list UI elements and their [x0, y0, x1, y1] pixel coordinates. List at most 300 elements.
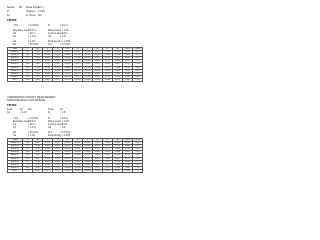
table-cell: 0.2729	[103, 163, 113, 166]
table-cell: Bottom 3.3	[8, 69, 23, 72]
column-header: Z	[23, 139, 33, 142]
table-cell: 0.1188	[53, 69, 63, 72]
table-cell: 0.213	[133, 151, 143, 154]
block1-hdr2-label: Fr	[7, 10, 10, 13]
table-cell: 0.508	[33, 72, 43, 75]
table-cell: 0.0200	[93, 169, 103, 172]
column-header: M	[103, 139, 113, 142]
table-cell: 0.2550	[123, 160, 133, 163]
table-cell: 0.00574	[64, 78, 71, 81]
table-cell: 0.4513	[43, 142, 53, 145]
table-cell: 0.5990	[43, 163, 53, 166]
table-cell: 0.0000	[113, 142, 123, 145]
block1-title: TRUSS	[7, 18, 17, 22]
block2-hdr3-item: Fs	[20, 108, 23, 111]
table-cell: 0.0175	[93, 145, 103, 148]
table-cell: 0.1133	[53, 63, 63, 66]
table-cell: 0.02458	[84, 51, 91, 54]
table-cell: 0.0252	[113, 57, 123, 60]
table-cell: 0.0144	[93, 78, 103, 81]
table-cell: 0.00544	[64, 75, 71, 78]
table-cell: 0.0496	[123, 54, 133, 57]
table-cell: 0.035	[133, 145, 143, 148]
table-cell: 0.5779	[43, 69, 53, 72]
table-cell: 0.02739	[84, 69, 91, 72]
table-cell: 0.610	[33, 145, 43, 148]
param-value: = 0.4	[62, 123, 68, 126]
table-cell: 0.02547	[84, 57, 91, 60]
table-cell: 0.1586	[113, 166, 123, 169]
table-cell: 0.610	[33, 160, 43, 163]
table-cell: 0.0000	[103, 51, 113, 54]
table-row	[8, 169, 143, 172]
table-cell: Bottom 4.3	[8, 54, 23, 57]
block2-hdr3-item: Input	[7, 108, 13, 111]
table-cell: 0.1150	[113, 160, 123, 163]
table-cell: Bottom 3.1	[8, 72, 23, 75]
block2-title: TRUSS	[7, 103, 17, 107]
param-label: Fluid density	[48, 134, 62, 137]
column-header: Fd	[63, 48, 73, 51]
table-cell: 0.03182	[74, 154, 81, 157]
table-cell: 0.03150	[74, 151, 81, 154]
column-header: u	[43, 48, 53, 51]
table-cell: 0.5357	[43, 154, 53, 157]
param-label: Fluid density	[48, 40, 62, 43]
table-cell: 0.388	[133, 66, 143, 69]
table-cell: 0.00341	[64, 51, 71, 54]
table-cell: 0.00	[23, 51, 33, 54]
table-cell: 0.1188	[53, 160, 63, 163]
table-cell: 0.742	[133, 72, 143, 75]
param-label: Cs	[13, 35, 16, 38]
table-cell: 2.00	[23, 148, 33, 151]
block2-hdr4-value: = 1.13	[20, 111, 27, 114]
table-cell: Bottom 3.9	[8, 151, 23, 154]
param-value: = 20 m	[28, 32, 36, 35]
table-cell: 0.0716	[103, 148, 113, 151]
table-cell: 0.03641	[84, 151, 91, 154]
table-cell: 8.00	[23, 75, 33, 78]
table-cell: 0.00521	[64, 154, 71, 157]
table-cell: 0.000	[133, 142, 143, 145]
column-header: u	[43, 139, 53, 142]
table-cell: 0.03832	[84, 160, 91, 163]
table-cell: 0.03703	[84, 154, 91, 157]
table-cell: 0.610	[33, 151, 43, 154]
param-value: = 1.025	[62, 134, 71, 137]
table-cell: 0.1161	[53, 157, 63, 160]
table-cell: 0.4935	[43, 148, 53, 151]
table-cell: 0.02275	[74, 72, 81, 75]
table-cell: 0.0124	[93, 54, 103, 57]
table-cell: 1.00	[23, 145, 33, 148]
param-label: Ca	[13, 134, 17, 137]
table-cell: 0.03085	[74, 145, 81, 148]
table-cell: 0.0131	[93, 63, 103, 66]
table-cell: Bottom 4.5	[8, 51, 23, 54]
table-cell: 0.03898	[84, 163, 91, 166]
table-cell: 0.04034	[84, 169, 91, 172]
table-cell: 0.02320	[74, 78, 81, 81]
table-cell: 0.610	[33, 166, 43, 169]
block2-header-line1: UNDERWATER CAPACITY MEASUREMENT	[7, 96, 56, 99]
table-cell: 0.3631	[103, 169, 113, 172]
table-cell: 0.02140	[74, 54, 81, 57]
table-cell: 0.359	[133, 154, 143, 157]
table-cell: 0.1056	[123, 148, 133, 151]
param-label: Fr	[48, 117, 51, 120]
table-cell: 0.0771	[103, 60, 113, 63]
table-cell: 0.0184	[93, 154, 103, 157]
param-label: Wave (max)	[48, 29, 61, 32]
param-label: = Fw	[13, 117, 19, 120]
table-cell: Bottom 4.1	[8, 57, 23, 60]
table-cell: 0.508	[33, 63, 43, 66]
table-cell: 5.00	[23, 66, 33, 69]
table-cell: 0.025	[133, 54, 143, 57]
table-cell: 0.0176	[113, 145, 123, 148]
table-cell: 0.151	[133, 60, 143, 63]
table-cell: 0.00	[23, 142, 33, 145]
table-cell: 0.02790	[84, 72, 91, 75]
table-cell: 0.2299	[103, 160, 113, 163]
table-cell: 0.02894	[84, 78, 91, 81]
table-cell: Bottom 2.9	[8, 166, 23, 169]
table-cell: 0.508	[33, 75, 43, 78]
param-value: = 0.04	[62, 29, 69, 32]
table-cell: 0.00385	[64, 57, 71, 60]
block2-hdr3-item: Fluid	[48, 108, 54, 111]
table-cell: 0.0751	[123, 57, 133, 60]
column-header: Node	[8, 48, 23, 51]
table-cell: 0.1243	[53, 75, 63, 78]
table-cell: 2.00	[23, 57, 33, 60]
param-value: = 0.8	[60, 126, 66, 129]
table-cell: 7.00	[23, 163, 33, 166]
table-cell: 0.1815	[113, 169, 123, 172]
block1-hdr1-value2: 10 m	[38, 6, 44, 9]
column-header: dM	[113, 139, 123, 142]
table-cell: 3.00	[23, 151, 33, 154]
block1-hdr2-label2: Reaction	[26, 10, 36, 13]
table-cell: 0.0191	[93, 160, 103, 163]
param-label: Wave (max)	[48, 120, 61, 123]
table-cell: 0.02502	[84, 54, 91, 57]
table-cell: 0.3740	[123, 169, 133, 172]
block2-hdr4-label2: Fx	[48, 111, 51, 114]
table-cell: 0.771	[133, 160, 143, 163]
table-cell: 0.0386	[113, 60, 123, 63]
table-cell: 0.610	[33, 163, 43, 166]
param-label: Cd	[48, 126, 52, 129]
table-cell: 0.1114	[113, 75, 123, 78]
table-cell: 1.355	[133, 166, 143, 169]
param-label: Boundary Layer	[13, 29, 30, 32]
table-cell: 0.1216	[53, 163, 63, 166]
param-value: = 0.75 kN	[60, 43, 71, 46]
block1-hdr1-label: Section	[7, 6, 15, 9]
table-cell: 0.0000	[113, 51, 123, 54]
column-header: dM	[113, 48, 123, 51]
table-cell: 0.00689	[64, 169, 71, 172]
param-label: Current speed	[48, 32, 64, 35]
table-cell: 0.0248	[103, 54, 113, 57]
table-cell: 0.6412	[43, 78, 53, 81]
table-cell: 0.0136	[93, 69, 103, 72]
table-cell: 7.00	[23, 72, 33, 75]
table-cell: 0.02162	[74, 57, 81, 60]
table-cell: 0.02594	[84, 60, 91, 63]
param-label: Cs	[13, 126, 16, 129]
table-cell: 0.1078	[53, 148, 63, 151]
param-value: = 30 kNm	[28, 43, 39, 46]
table-cell: 0.1327	[103, 66, 113, 69]
table-cell: 0.00362	[64, 54, 71, 57]
table-cell: 0.03965	[84, 166, 91, 169]
column-header: Dia	[33, 139, 43, 142]
param-label: Ca	[13, 40, 17, 43]
block2-hdr3-item: Fd	[60, 108, 63, 111]
table-cell: Bottom 3.7	[8, 154, 23, 157]
block1-data-table	[7, 47, 143, 82]
block2-header-line2: WAVE BREAKING LOAD (WHERE)	[7, 99, 46, 102]
table-cell: Bottom 4.3	[8, 145, 23, 148]
table-cell: 0.03462	[84, 142, 91, 145]
param-value: = 8.5 m	[28, 29, 37, 32]
block2-hdr4-value2: = 1.8	[60, 111, 66, 114]
table-cell: 0.1023	[53, 51, 63, 54]
table-cell: 0.02230	[74, 66, 81, 69]
table-cell: 3.00	[23, 60, 33, 63]
column-header: Fi	[73, 139, 83, 142]
param-label: Fr	[48, 24, 51, 27]
param-label: Mx	[13, 131, 17, 134]
block2-data-table	[7, 138, 143, 173]
param-value: = 1.03	[28, 134, 35, 137]
table-body	[8, 142, 143, 173]
table-cell: Top 2.7	[8, 78, 23, 81]
param-value: = 0.8	[60, 35, 66, 38]
column-header: Fd	[63, 139, 73, 142]
table-cell: 0.6201	[43, 166, 53, 169]
table-cell: 0.5779	[43, 160, 53, 163]
table-cell: Bottom 3.3	[8, 160, 23, 163]
table-cell: 0.00410	[64, 142, 71, 145]
table-cell: 0.0960	[113, 72, 123, 75]
table-cell: 0.0000	[103, 142, 113, 145]
param-label: = Fw	[13, 24, 19, 27]
table-cell: 0.00491	[64, 151, 71, 154]
column-header: Z	[23, 48, 33, 51]
table-cell: 0.02252	[74, 69, 81, 72]
table-cell: 0.00515	[64, 72, 71, 75]
table-cell: 0.00409	[64, 60, 71, 63]
table-cell: 0.1216	[53, 72, 63, 75]
table-cell: 0.02185	[74, 60, 81, 63]
column-header: Node	[8, 139, 23, 142]
table-cell: 0.0197	[93, 166, 103, 169]
table-cell: 0.1051	[53, 145, 63, 148]
table-cell: 0.2548	[103, 78, 113, 81]
table-cell: 0.5990	[43, 72, 53, 75]
table-cell: 0.5357	[43, 63, 53, 66]
table-cell: 0.965	[133, 75, 143, 78]
table-cell: Bottom 4.1	[8, 148, 23, 151]
table-cell: 0.1133	[53, 154, 63, 157]
table-cell: Bottom 4.5	[8, 142, 23, 145]
table-cell: 9.00	[23, 78, 33, 81]
param-value: = 0.75 kN	[60, 131, 71, 134]
table-cell: 0.508	[33, 60, 43, 63]
table-cell: 0.0942	[113, 157, 123, 160]
param-value: = 8.2 m	[60, 24, 69, 27]
table-cell: 0.0173	[93, 142, 103, 145]
table-cell: 0.508	[33, 54, 43, 57]
table-cell: 4.00	[23, 154, 33, 157]
table-cell: 0.0126	[93, 57, 103, 60]
table-cell: Bottom 3.9	[8, 60, 23, 63]
table-cell: 0.03767	[84, 157, 91, 160]
column-header: M	[103, 48, 113, 51]
table-cell: 0.0134	[93, 66, 103, 69]
table-cell: 0.03520	[84, 145, 91, 148]
table-cell: 0.0698	[123, 145, 133, 148]
column-header: dF	[93, 48, 103, 51]
param-value: = 41.5 kN	[28, 24, 39, 27]
table-cell: 0.2380	[123, 75, 133, 78]
table-cell: 0.610	[33, 148, 43, 151]
table-cell: 0.1161	[53, 66, 63, 69]
table-cell: 0.02641	[84, 63, 91, 66]
param-value: = 0.04	[62, 120, 69, 123]
table-cell: 0.0194	[93, 163, 103, 166]
table-cell: 6.00	[23, 160, 33, 163]
table-body	[8, 51, 143, 82]
table-cell: 0.0142	[93, 75, 103, 78]
table-cell: 0.1791	[123, 154, 133, 157]
table-cell: 0.0741	[113, 154, 123, 157]
param-value: = 0.4	[62, 32, 68, 35]
table-cell: 0.1884	[103, 157, 113, 160]
table-cell: 0.1274	[113, 78, 123, 81]
table-cell: 1.715	[133, 169, 143, 172]
table-cell: 0.00585	[64, 160, 71, 163]
table-cell: 0.1618	[103, 69, 113, 72]
block1-hdr2-value: 4.5 kN	[38, 10, 45, 13]
table-cell: 0.610	[33, 154, 43, 157]
param-label: Cd	[48, 35, 52, 38]
param-label: Current speed	[48, 123, 64, 126]
column-header: dF	[93, 139, 103, 142]
table-cell: Bottom 3.7	[8, 63, 23, 66]
param-label: Cd	[13, 32, 17, 35]
table-cell: 0.075	[133, 57, 143, 60]
column-header: a	[53, 48, 63, 51]
table-cell: 0.610	[33, 142, 43, 145]
table-cell: 0.1051	[53, 54, 63, 57]
column-header: Fi	[73, 48, 83, 51]
table-cell: 0.508	[33, 66, 43, 69]
table-cell: 0.4935	[43, 57, 53, 60]
table-cell: Bottom 2.9	[8, 75, 23, 78]
block2-hdr3-item: Dia	[28, 108, 32, 111]
table-cell: 0.6201	[43, 75, 53, 78]
table-cell: 0.106	[133, 148, 143, 151]
table-cell: 5.00	[23, 157, 33, 160]
table-cell: 0.1481	[103, 154, 113, 157]
block1-hdr1-value: BC	[19, 6, 23, 9]
table-cell: 1.00	[23, 54, 33, 57]
table-cell: 8.00	[23, 166, 33, 169]
table-cell: 0.03117	[73, 148, 83, 151]
table-cell: 0.1243	[53, 166, 63, 169]
table-cell: 0.4513	[43, 51, 53, 54]
table-cell: 0.0504	[103, 57, 113, 60]
table-cell: 0.0129	[93, 60, 103, 63]
table-cell: 0.5568	[43, 66, 53, 69]
table-cell: 0.610	[33, 169, 43, 172]
table-cell: 0.2940	[123, 163, 133, 166]
table-cell: 0.550	[133, 69, 143, 72]
table-cell: 6.00	[23, 69, 33, 72]
table-cell: 0.1919	[103, 72, 113, 75]
table-cell: 0.00462	[64, 148, 71, 151]
column-header: F	[83, 139, 93, 142]
table-cell: 0.03579	[84, 148, 91, 151]
table-cell: 0.1420	[123, 151, 133, 154]
table-cell: 0.0178	[93, 148, 103, 151]
table-cell: Bottom 3.5	[8, 66, 23, 69]
table-cell: 0.5146	[43, 60, 53, 63]
table-cell: 0.0346	[123, 142, 133, 145]
table-cell: 0.0546	[113, 151, 123, 154]
table-cell: 0.0181	[93, 151, 103, 154]
block1-hdr3-value: 110	[38, 14, 42, 17]
table-cell: Bottom 3.5	[8, 157, 23, 160]
table-cell: 0.3172	[103, 166, 113, 169]
param-value: = 1.025	[62, 40, 71, 43]
table-cell: 4.00	[23, 63, 33, 66]
block1-hdr1-label2: Shear Force	[26, 6, 40, 9]
table-cell: 0.02690	[84, 66, 91, 69]
table-cell: 0.2167	[123, 157, 133, 160]
table-cell: 0.03280	[74, 163, 81, 166]
table-cell: 0.4724	[43, 54, 53, 57]
table-cell: 0.02207	[74, 63, 81, 66]
table-cell: 0.1543	[123, 66, 133, 69]
table-cell: 0.0352	[103, 145, 113, 148]
table-cell: 1.219	[133, 78, 143, 81]
table-cell: 0.03052	[74, 142, 81, 145]
table-cell: 0.1271	[53, 78, 63, 81]
table-cell: 0.1078	[53, 57, 63, 60]
table-cell: 0.1023	[53, 142, 63, 145]
table-cell: 0.2669	[123, 78, 133, 81]
table-cell: 0.2228	[103, 75, 113, 78]
table-cell: 0.1274	[123, 63, 133, 66]
param-value: = 30 kNm	[28, 131, 39, 134]
param-value: = 8.5 m	[28, 120, 37, 123]
column-header: Dia	[33, 48, 43, 51]
table-cell: 0.5146	[43, 151, 53, 154]
table-cell: 0.508	[33, 57, 43, 60]
column-header: Cum F	[123, 48, 133, 51]
column-header: F	[83, 48, 93, 51]
param-value: = 41.5 kN	[28, 117, 39, 120]
table-cell: 0.1106	[53, 151, 63, 154]
table-cell: 0.6412	[43, 169, 53, 172]
